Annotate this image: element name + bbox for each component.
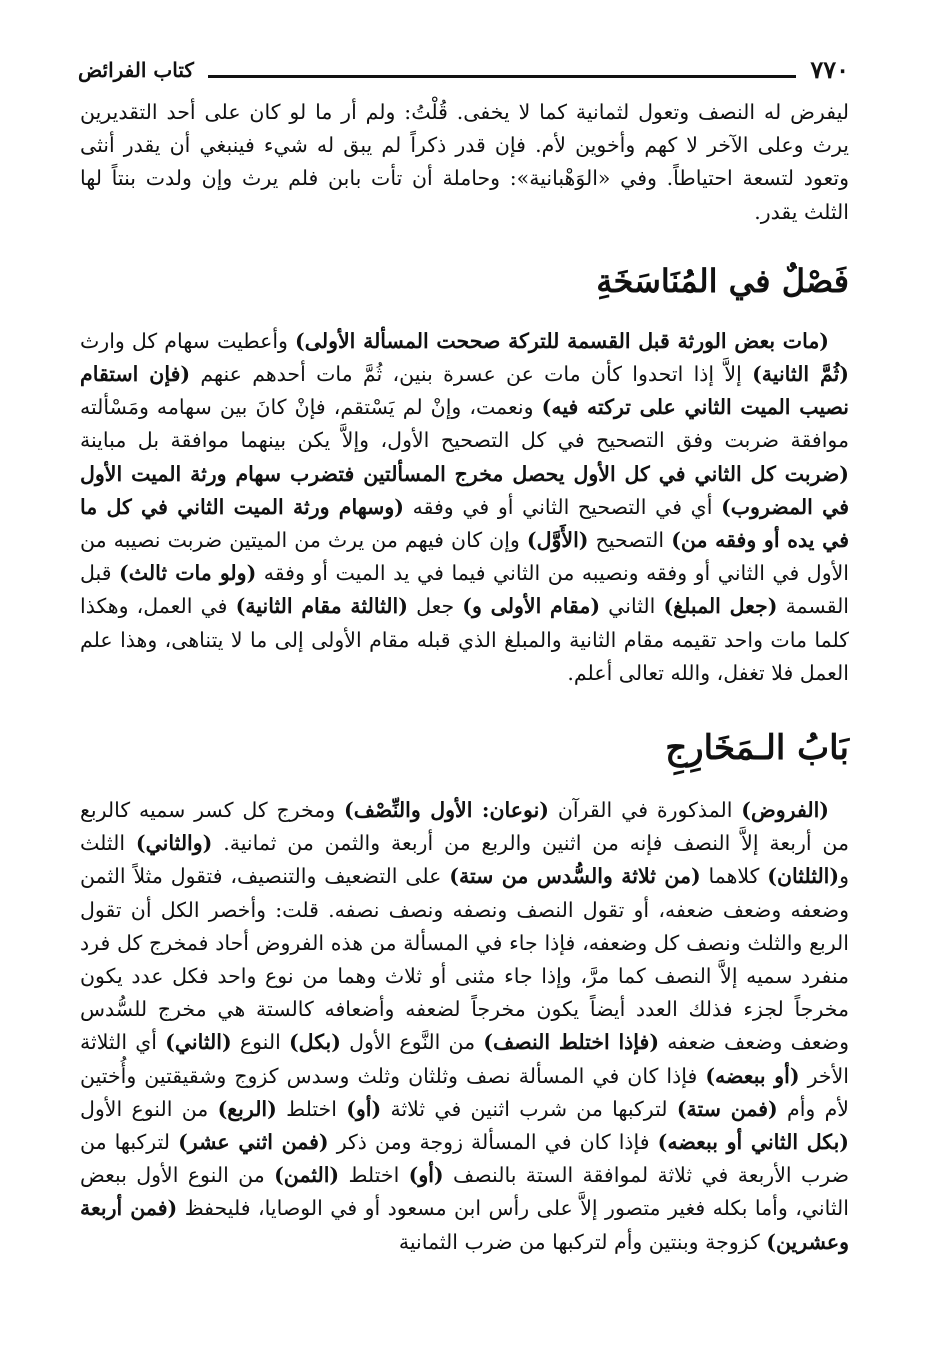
matn-text: (الربع) — [217, 1096, 277, 1121]
sharh-text: من النَّوع الأول — [340, 1030, 484, 1055]
sharh-text: أي في التصحيح الثاني أو في وفقه — [403, 494, 722, 519]
sharh-text: ونعمت، وإنْ لم يَسْتقم، فإنْ كانَ بين سهامه ومَسْألته موافقة ضربت وفق التصحيح في كل التصحيح الأول، وإلاَّ يكن بينهما موافقة بل مباينة — [80, 395, 849, 453]
text-run: ليفرض له النصف وتعول لثمانية كما لا يخفى. قُلْتُ: ولم أر ما لو كان على أحد التقديرين يرث وعلى الآخر لا كهم وأخوين لأم. فإن قدر ذكراً لم يبق له شيء فينبغي أن يقدر أنثى وتعود لتسعة احتياطاً. وفي «الوَهْبانية»: وحاملة أن تأت بابن فلم يرث وإن ولدت بنتاً لها الثلث يقدر. — [80, 100, 849, 224]
sharh-text: كلاهما — [700, 864, 768, 889]
sharh-text: فإذا كان في المسألة نصف وثلثان وثلث وسدس كزوج وشقيقتين وأُختين لأم وأم — [80, 1063, 849, 1121]
matn-text: (ولو مات ثالث) — [119, 561, 257, 586]
sharh-text: في العمل، وهكذا كلما مات واحد تقيمه مقام الثانية والمبلغ الذي قبله مقام الأولى إلى ما لا يتناهى، وهذا علم العمل فلا تغفل، والله تعالى أعلم. — [80, 594, 849, 685]
matn-text: (فمن اثني عشر) — [178, 1130, 329, 1155]
sharh-text: على التضعيف والتنصيف، فتقول مثلاً الثمن وضعفه وضعف ضعفه، أو تقول النصف ونصفه ونصف نصفه. قلت: وأخصر الكل أن تقول الربع والثلث ونصف كل وضعفه، فإذا جاء في المسألة من هذه الفروض أحاد فمخرج كل فرد منفرد سميه إلاَّ النصف كما مرَّ، وإذا جاء مثنى أو ثلاث وهما من نوع واحد فكل عدد يكون مخرجاً لجزء فذلك العدد أيضاً يكون مخرجاً لضعفه وأضعافه كالستة هي مخرج للسُّدس وضعف وضعف ضعفه — [80, 864, 849, 1055]
sharh-text: لتركبها من ضرب الأربعة في ثلاثة لموافقة الستة بالنصف — [80, 1130, 849, 1188]
chapter-title-makharij: بَابُ الـمَخَارِجِ — [665, 728, 849, 769]
sharh-text: وأعطيت سهام كل وارث — [80, 328, 296, 353]
book-title: كتاب الفرائض — [78, 58, 194, 82]
page-number: ٧٧٠ — [810, 55, 849, 84]
section-title-munasakha: فَصْلٌ في المُنَاسَخَةِ — [596, 261, 849, 300]
sharh-text: التصحيح — [588, 528, 672, 553]
matn-text: (مقام الأولى و) — [462, 594, 601, 619]
sharh-text: اختلط — [276, 1096, 347, 1121]
sharh-text: فإذا كان في المسألة زوجة ومن ذكر — [328, 1130, 658, 1155]
sharh-text: الثاني — [600, 594, 664, 619]
matn-text: (أو) — [408, 1163, 444, 1188]
makharij-paragraph — [80, 794, 849, 1259]
sharh-text: كزوجة وبنتين وأم لتركبها من ضرب الثمانية — [398, 1229, 767, 1254]
sharh-text: وإن كان فيهم من يرث من الميتين ضربت نصيبه من الأول في الثاني أو وفقه ونصيبه من الثاني فيما في يد الميت أو وفقه — [80, 528, 849, 586]
matn-text: (وسهام ورثة الميت الثاني في كل ما في يده أو وفقه من) — [80, 494, 849, 553]
matn-text: (بكل) — [288, 1030, 341, 1055]
sharh-text: من النوع الأول — [80, 1096, 218, 1121]
intro-paragraph — [80, 96, 849, 229]
sharh-text: لتركبها من شرب اثنين في ثلاثة — [381, 1096, 677, 1121]
matn-text: (من ثلاثة والسُّدس من ستة) — [449, 864, 701, 889]
sharh-text: المذكورة في القرآن — [549, 798, 742, 823]
matn-text: (الثلثان) — [767, 864, 840, 889]
sharh-text: قبل القسمة — [80, 561, 850, 619]
running-header — [78, 56, 849, 84]
matn-text: (فمن ستة) — [676, 1096, 778, 1121]
matn-text: (جعل المبلغ) — [663, 594, 778, 619]
matn-text: (ضربت كل الثاني في كل الأول يحصل مخرج المسألتين فتضرب سهام ورثة الميت الأول في المضروب) — [80, 461, 849, 519]
matn-text: (الثالثة مقام الثانية) — [235, 594, 408, 619]
matn-text: (بكل الثاني أو ببعضه) — [657, 1130, 849, 1155]
matn-text: (نوعان: الأول والنِّصْف) — [344, 798, 549, 823]
header-rule — [208, 75, 796, 78]
sharh-text: من النوع الأول ببعض الثاني، وأما بكله فغير متصور إلاَّ على رأس ابن مسعود أو في الوصايا، فليحفظ — [80, 1163, 849, 1221]
sharh-text: جعل — [407, 594, 463, 619]
matn-text: (الأَوَّل) — [526, 528, 589, 553]
matn-text: (مات بعض الورثة قبل القسمة للتركة صححت المسألة الأولى) — [295, 328, 830, 353]
sharh-text: إلاَّ إذا اتحدوا كأن مات عن عسرة بنين، ثُمَّ مات أحدهم عنهم — [190, 362, 753, 387]
matn-text: (فإذا اختلط النصف) — [483, 1030, 660, 1055]
matn-text: (فمن أربعة وعشرين) — [80, 1196, 849, 1254]
matn-text: (أو ببعضه) — [705, 1063, 800, 1088]
matn-text: (ثُمَّ الثانية) — [752, 362, 849, 387]
sharh-text: ومخرج كل كسر سميه كالربع من أربعة إلاَّ النصف فإنه من اثنين والربع من أربعة والثمن من ثمانية. — [80, 798, 850, 856]
page-body — [80, 96, 849, 1259]
matn-text: (أو) — [346, 1096, 382, 1121]
matn-text: (الثمن) — [274, 1163, 340, 1188]
matn-text: (والثاني) — [135, 831, 213, 856]
matn-text: (الثاني) — [165, 1030, 232, 1055]
sharh-text: الثلث و — [80, 831, 849, 889]
munasakha-paragraph — [80, 325, 849, 690]
matn-text: (الفروض) — [741, 798, 829, 823]
sharh-text: أي الثلاثة الأخر — [80, 1030, 849, 1088]
sharh-text: اختلط — [339, 1163, 409, 1188]
sharh-text: النوع — [231, 1030, 289, 1055]
matn-text: (فإن استقام نصيب الميت الثاني على تركته فيه) — [80, 362, 849, 420]
